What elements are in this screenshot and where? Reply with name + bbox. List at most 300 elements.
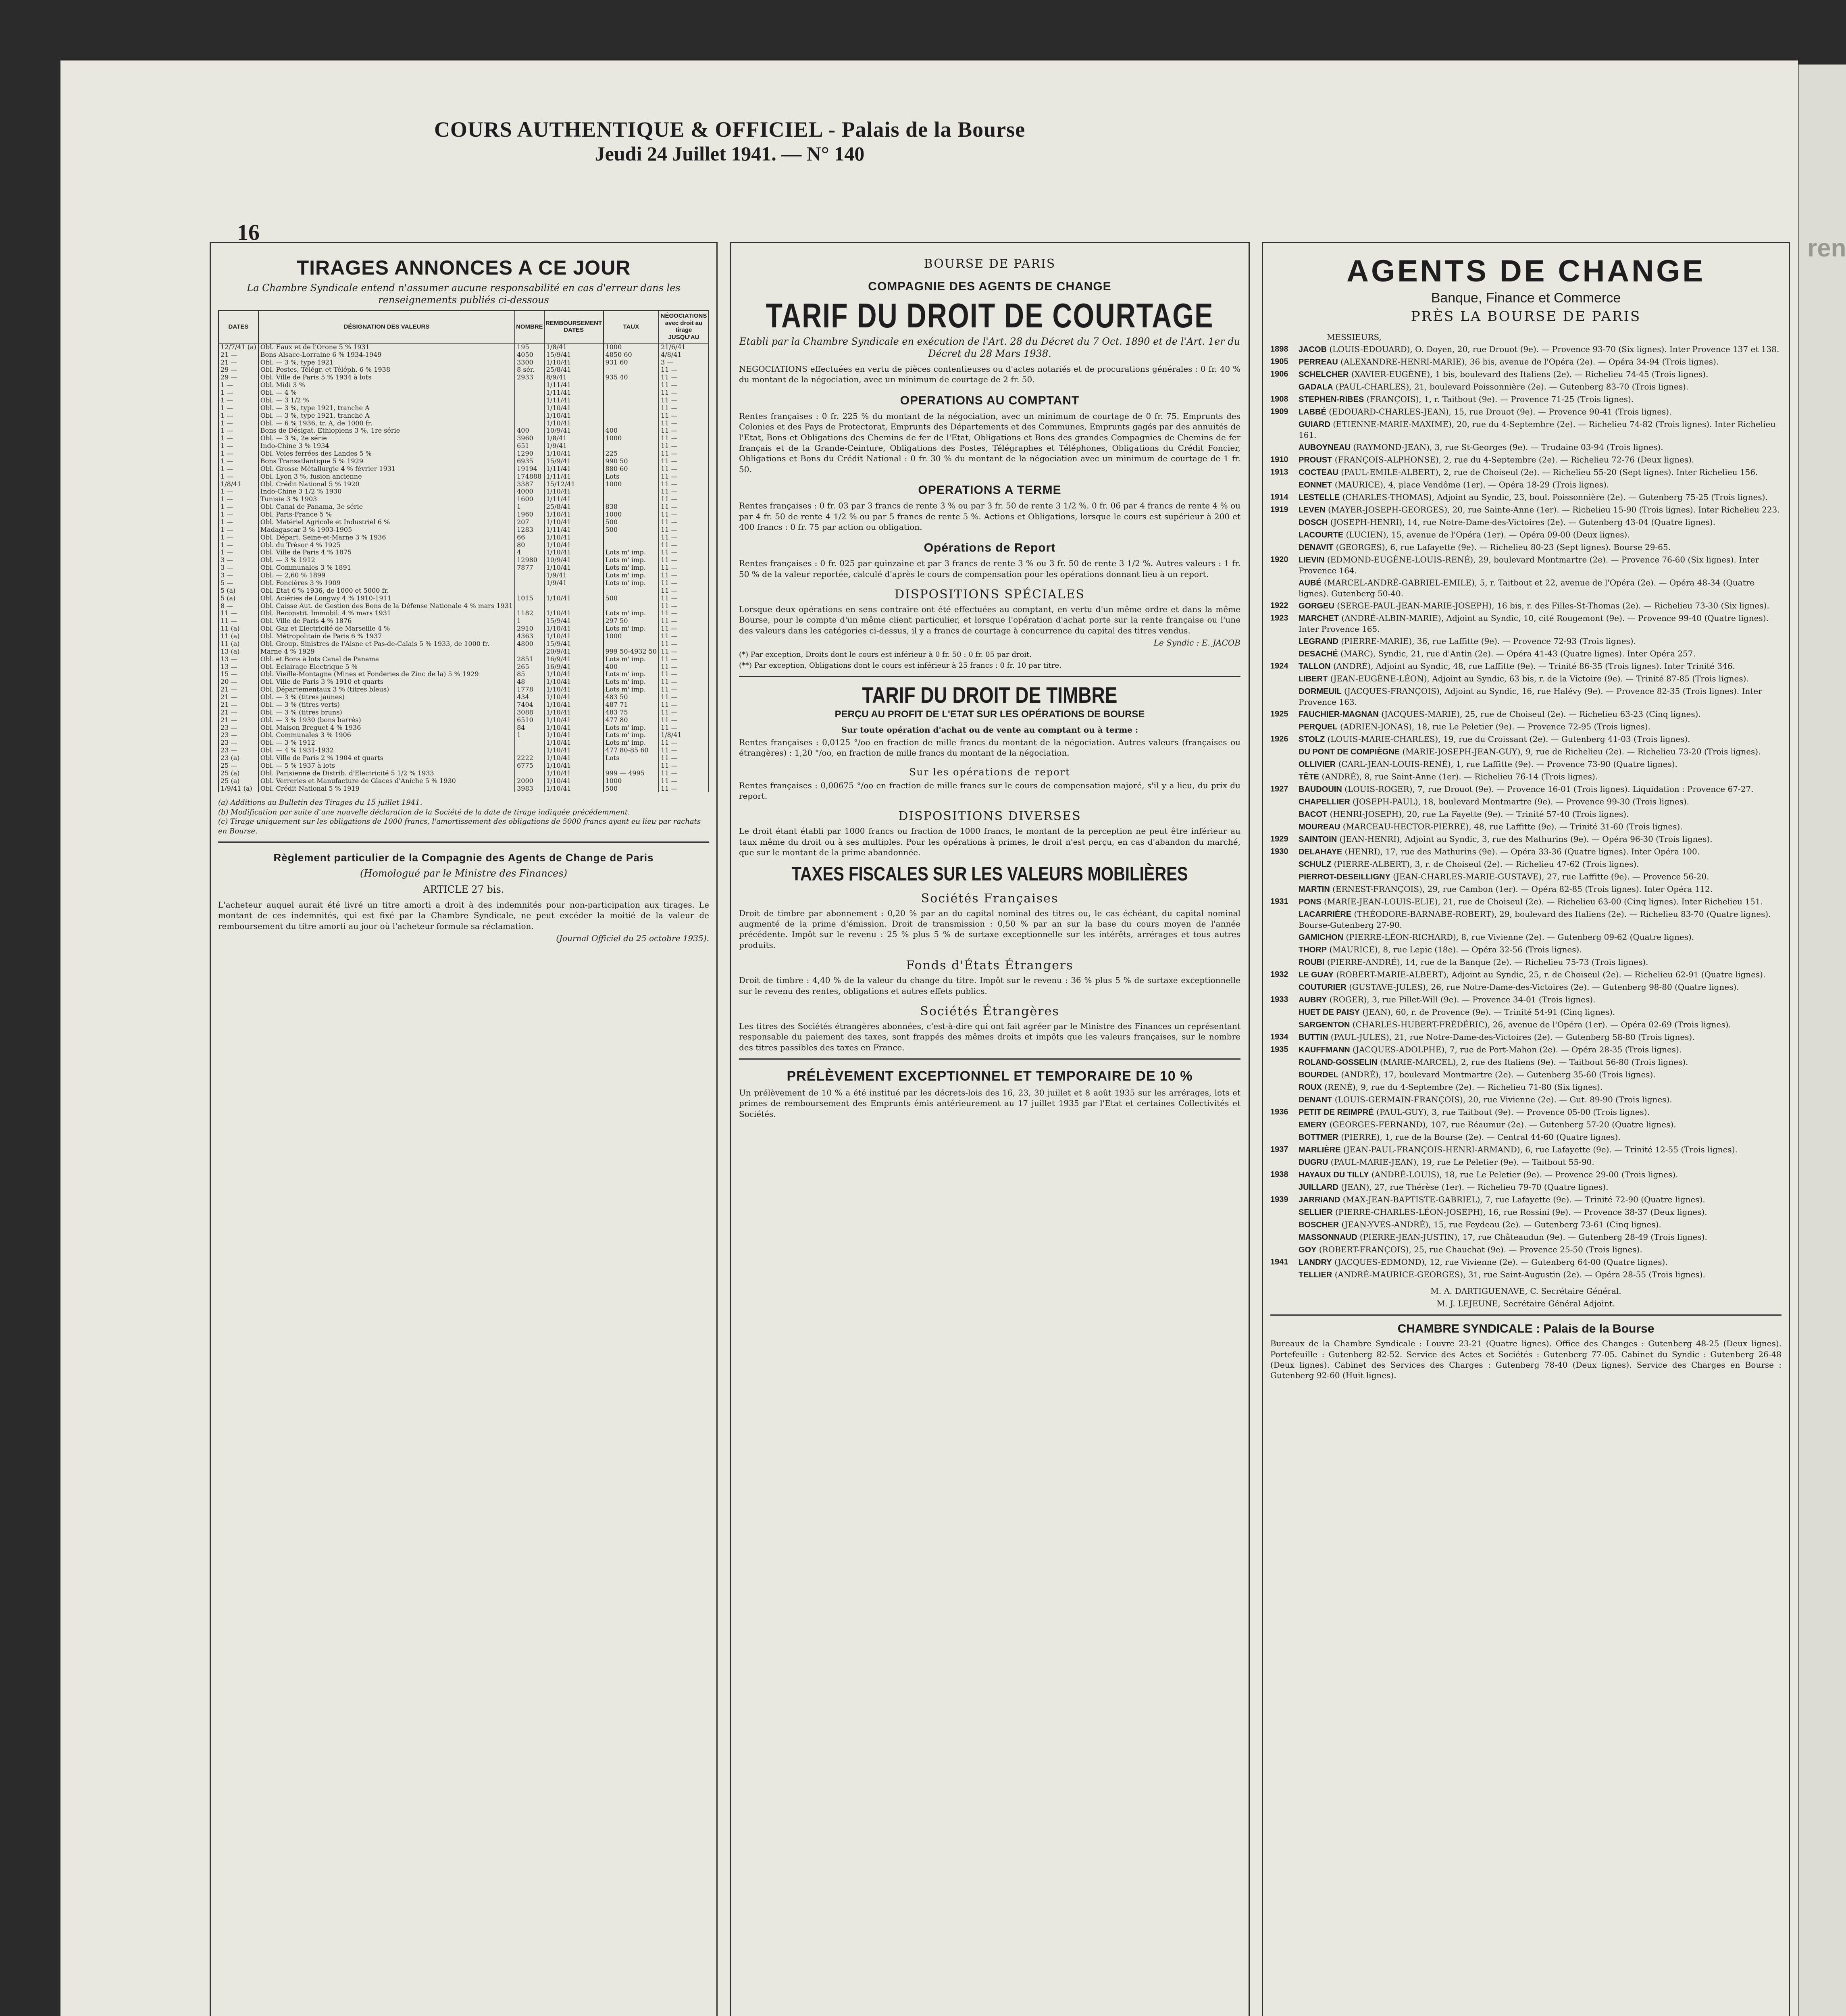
agent-details: (PIERRE-ANDRÉ), 14, rue de la Banque (2e). — Richelieu 75-73 (Trois lignes). [1327,957,1648,967]
chambre-title: CHAMBRE SYNDICALE : Palais de la Bourse [1397,1322,1655,1336]
table-cell: 15/9/41 [544,640,604,648]
agent-entry [1270,809,1781,820]
agent-year [1270,771,1299,782]
table-cell: Obl. Départementaux 3 % (titres bleus) [258,686,515,694]
table-cell: 1/10/41 [544,420,604,427]
agent-entry [1270,600,1781,611]
agent-entry [1270,1107,1781,1118]
agent-details: (JEAN-CHARLES-MARIE-GUSTAVE), 27, rue Laffitte (9e). — Provence 56-20. [1393,872,1709,882]
table-cell: Obl. Matériel Agricole et Industriel 6 % [258,519,515,526]
agent-year [1270,982,1299,993]
etrangeres-text: Les titres des Sociétés étrangères abonnées, c'est-à-dire qui ont fait agréer par le Ministre des Finances un représentant responsable du paiement des taxes, sont frappés des mêmes droits et impôts que les valeurs françaises, sur le nombre des titres passibles des taxes en France. [739,1021,1240,1052]
table-cell: 500 [604,526,659,534]
table-cell: 1000 [604,435,659,442]
table-cell: Obl. Aciéries de Longwy 4 % 1910-1911 [258,595,515,602]
agent-text [1299,1094,1672,1105]
agent-text [1299,969,1765,980]
agent-name: MARTIN [1299,885,1330,894]
table-cell: Obl. Communales 3 % 1891 [258,564,515,572]
agent-details: (SERGE-PAUL-JEAN-MARIE-JOSEPH), 16 bis, r. des Filles-St-Thomas (2e). — Richelieu 73-30 (Six lignes). [1337,601,1769,611]
agent-year [1270,721,1299,732]
table-cell: 6775 [515,762,544,770]
agent-name: LE GUAY [1299,971,1334,980]
agent-year: 1934 [1270,1033,1288,1042]
agent-name: DUGRU [1299,1158,1328,1167]
table-cell: 1283 [515,526,544,534]
agent-details: (ROBERT-FRANÇOIS), 25, rue Chauchat (9e). — Provence 25-50 (Trois lignes). [1319,1245,1642,1255]
agent-year [1270,419,1299,440]
agent-year [1270,1182,1299,1193]
table-cell: 8 — [219,602,258,610]
table-cell: Obl. — 3 %, 2e série [258,435,515,442]
table-cell: Obl. — 3 % 1912 [258,556,515,564]
table-cell: 3387 [515,481,544,488]
agent-name: MOUREAU [1299,823,1340,832]
agent-entry [1270,442,1781,453]
table-cell: 19194 [515,465,544,473]
agent-entry [1270,356,1781,367]
agent-year [1270,1244,1299,1255]
agent-entry [1270,771,1781,782]
agent-year [1270,1219,1299,1230]
table-cell [604,602,659,610]
table-cell [604,420,659,427]
table-cell: Lots m' imp. [604,556,659,564]
agent-entry [1270,1207,1781,1218]
table-cell: 13 — [219,663,258,671]
table-cell: 11 — [659,541,709,549]
diverses-title: DISPOSITIONS DIVERSES [898,809,1081,824]
agent-details: (GUSTAVE-JULES), 26, rue Notre-Dame-des-Victoires (2e). — Gutenberg 98-80 (Quatre lignes). [1349,982,1739,992]
agent-year: 1909 [1270,407,1288,417]
agent-name: LIBERT [1299,675,1328,684]
agent-name: ROLAND-GOSSELIN [1299,1058,1378,1067]
agent-details: (LUCIEN), 15, avenue de l'Opéra (1er). — Opéra 09-00 (Deux lignes). [1346,530,1630,540]
table-row [219,503,709,511]
table-cell: Obl. — 6 % 1936, tr. A, de 1000 fr. [258,420,515,427]
table-cell: Obl. Parisienne de Distrib. d'Electricité 5 1/2 % 1933 [258,770,515,777]
table-cell: Indo-Chine 3 % 1934 [258,442,515,450]
table-cell: 1290 [515,450,544,458]
agent-text [1299,1082,1603,1093]
agent-name: PIERROT-DESEILLIGNY [1299,873,1390,882]
agent-year: 1913 [1270,468,1288,477]
table-row [219,579,709,587]
chambre-text: Bureaux de la Chambre Syndicale : Louvre 23-21 (Quatre lignes). Office des Changes : Gutenberg 48-25 (Deux lignes). Portefeuille : Gutenberg 82-52. Service des Actes et Sociétés : Gutenberg 77-05. Cabinet du Syndic : Gutenberg 26-48 (Deux lignes). Cabinet des Services des Charges : Gutenberg 78-40 (Deux lignes). Service des Charges en Bourse : Gutenberg 92-60 (Huit lignes). [1270,1339,1781,1381]
agent-name: BOSCHER [1299,1220,1339,1230]
table-cell [604,442,659,450]
agent-details: (PAUL-CHARLES), 21, boulevard Poissonnière (2e). — Gutenberg 83-70 (Trois lignes). [1335,382,1689,392]
table-cell: 11 — [659,374,709,381]
table-cell: 11 — [659,427,709,435]
agent-text [1299,771,1598,782]
table-cell: 1/9/41 (a) [219,785,258,793]
table-cell: 10/9/41 [544,556,604,564]
table-cell [604,488,659,496]
agent-details: (MAURICE), 4, place Vendôme (1er). — Opéra 18-29 (Trois lignes). [1334,480,1609,490]
table-cell: Obl. Midi 3 % [258,381,515,389]
table-cell [604,541,659,549]
terme-title: OPERATIONS A TERME [918,483,1061,497]
table-cell: 11 — [659,762,709,770]
agent-entry [1270,932,1781,943]
agent-details: (XAVIER-EUGÈNE), 1 bis, boulevard des Italiens (2e). — Richelieu 74-45 (Trois lignes). [1351,369,1709,379]
divider [739,1058,1240,1060]
table-row [219,724,709,732]
agent-name: MARCHET [1299,614,1339,623]
agent-name: LANDRY [1299,1258,1332,1267]
agent-name: JACOB [1299,345,1327,354]
table-cell: 11 — [659,435,709,442]
table-cell: 12980 [515,556,544,564]
agent-name: LESTELLE [1299,493,1340,502]
secretaire-adjoint: M. J. LEJEUNE, Secrétaire Général Adjoint. [1436,1298,1615,1308]
table-cell: 1 — [219,473,258,481]
table-cell: Obl. — 3 % (titres bruns) [258,709,515,716]
table-cell: 8 sér. [515,366,544,374]
tirages-note: (c) Tirage uniquement sur les obligations de 1000 francs, l'amortissement des obligations de 5000 francs ayant eu lieu par rachats en Bourse. [218,817,701,835]
exception-note-2: (**) Par exception, Obligations dont le cours est inférieur à 25 francs : 0 fr. 10 par titre. [739,661,1061,670]
agent-entry [1270,1082,1781,1093]
table-cell: 3983 [515,785,544,793]
table-cell: 11 — [659,442,709,450]
agent-details: (LOUIS-MARIE-CHARLES), 19, rue du Croissant (2e). — Gutenberg 41-03 (Trois lignes). [1327,734,1690,744]
table-cell: 11 — [659,678,709,686]
agent-details: (MAX-JEAN-BAPTISTE-GABRIEL), 7, rue Lafayette (9e). — Trinité 72-90 (Quatre lignes). [1342,1195,1705,1205]
agent-year: 1936 [1270,1108,1288,1117]
agent-text [1299,834,1713,845]
table-row [219,374,709,381]
table-cell: 11 — [659,633,709,640]
agent-name: SAINTOIN [1299,835,1337,844]
table-cell: 11 — [219,617,258,625]
agent-entry [1270,467,1781,478]
agent-text [1299,529,1630,540]
agent-entry [1270,673,1781,684]
table-row [219,458,709,465]
agent-year: 1919 [1270,505,1288,514]
table-row [219,701,709,709]
agent-entry [1270,871,1781,882]
table-cell: 10/9/41 [544,427,604,435]
divider [739,676,1240,677]
agent-details: (ANDRÉ-ALBIN-MARIE), Adjoint au Syndic, 10, cité Rougemont (9e). — Provence 99-40 (Quatre lignes). Inter Provence 165. [1299,613,1769,634]
agent-year [1270,909,1299,930]
table-row [219,442,709,450]
tirages-column-header: REMBOURSEMENT DATES [544,310,604,343]
taxes-title: TAXES FISCALES SUR LES VALEURS MOBILIÈRES [791,863,1188,885]
agent-text [1299,479,1609,490]
table-cell: 23 — [219,747,258,754]
masthead-date: Jeudi 24 Juillet 1941. — N° 140 [595,142,865,165]
agent-entry [1270,479,1781,490]
syndic-signature: Le Syndic : E. JACOB [1153,638,1240,648]
agent-text [1299,406,1671,417]
agent-details: (MAURICE), 8, rue Lepic (18e). — Opéra 32-56 (Trois lignes). [1329,945,1582,955]
agent-year [1270,1269,1299,1280]
tirages-column [210,242,718,2016]
agent-details: (CHARLES-THOMAS), Adjoint au Syndic, 23, boul. Poissonnière (2e). — Gutenberg 75-25 (Trois lignes). [1342,492,1768,502]
agent-name: PETIT DE REIMPRÉ [1299,1108,1374,1117]
agent-entry [1270,686,1781,707]
table-cell: 7404 [515,701,544,709]
table-cell: 11 — [659,420,709,427]
agent-year [1270,1119,1299,1130]
table-cell: 1/10/41 [544,686,604,694]
table-cell [515,572,544,579]
table-cell: Obl. — 4 % 1931-1932 [258,747,515,754]
table-cell: 207 [515,519,544,526]
table-cell: Obl. du Trésor 4 % 1925 [258,541,515,549]
table-row [219,427,709,435]
table-cell: 1/10/41 [544,595,604,602]
table-cell: 20 — [219,678,258,686]
table-cell: 84 [515,724,544,732]
agent-text [1299,554,1781,576]
table-row [219,397,709,404]
agent-entry [1270,344,1781,355]
table-cell: Obl. Métropolitain de Paris 6 % 1937 [258,633,515,640]
agent-text [1299,1144,1738,1155]
table-cell: 1/8/41 [544,343,604,351]
table-row [219,602,709,610]
table-cell [604,397,659,404]
agent-entry [1270,746,1781,757]
divider [1270,1314,1781,1316]
agent-entry [1270,381,1781,392]
table-cell: 1/9/41 [544,442,604,450]
agent-details: (JACQUES-MARIE), 25, rue de Choiseul (2e). — Richelieu 63-23 (Cinq lignes). [1381,709,1701,719]
agent-details: (LOUIS-EDOUARD), O. Doyen, 20, rue Drouot (9e). — Provence 93-70 (Six lignes). Inter Provence 137 et 138. [1329,344,1779,354]
agent-text [1299,796,1689,807]
table-cell: Obl. Départ. Seine-et-Marne 3 % 1936 [258,534,515,541]
table-cell: 11 — [659,701,709,709]
agent-text [1299,871,1709,882]
table-cell: 11 — [659,656,709,663]
table-cell: 11 — [659,549,709,556]
table-cell: Obl. Gaz et Electricité de Marseille 4 % [258,625,515,633]
agent-year [1270,1094,1299,1105]
table-row [219,731,709,739]
agent-year [1270,1157,1299,1168]
agent-entry [1270,896,1781,907]
table-cell: 21 — [219,351,258,359]
table-cell: Obl. Ville de Paris 3 % 1910 et quarts [258,678,515,686]
agent-entry [1270,834,1781,845]
agent-details: (MARCEAU-HECTOR-PIERRE), 48, rue Laffitte (9e). — Trinité 31-60 (Trois lignes). [1342,822,1683,832]
table-cell: 434 [515,694,544,701]
agent-name: AUBOYNEAU [1299,443,1351,452]
table-cell: 1 — [219,435,258,442]
table-cell: 11 — [659,450,709,458]
table-cell: 1/10/41 [544,754,604,762]
agent-details: (FRANÇOIS-ALPHONSE), 2, rue du 4-Septembre (2e). — Richelieu 72-76 (Deux lignes). [1334,455,1694,465]
agent-name: KAUFFMANN [1299,1045,1350,1055]
table-cell: 1/11/41 [544,389,604,397]
tarif-established: Etabli par la Chambre Syndicale en exécution de l'Art. 28 du Décret du 7 Oct. 1890 et de l'Art. 1er du Décret du 28 Mars 1938. [739,336,1240,359]
agent-text [1299,356,1719,367]
agent-text [1299,1019,1731,1030]
agent-details: (ROBERT-MARIE-ALBERT), Adjoint au Syndic, 25, r. de Choiseul (2e). — Richelieu 62-91 (Quatre lignes). [1336,970,1766,980]
table-cell: 13 — [219,656,258,663]
agent-entry [1270,859,1781,870]
table-row [219,404,709,412]
table-row [219,549,709,556]
table-cell: Lots m' imp. [604,549,659,556]
table-cell: Obl. Ville de Paris 2 % 1904 et quarts [258,754,515,762]
agent-year: 1932 [1270,970,1288,979]
agent-name: JARRIAND [1299,1195,1340,1205]
table-cell: 1/10/41 [544,701,604,709]
table-cell: 1 — [219,389,258,397]
table-cell: Obl. Vieille-Montagne (Mines et Fonderies de Zinc de la) 5 % 1929 [258,671,515,678]
agent-year: 1929 [1270,835,1288,844]
table-cell: 1/8/41 [219,481,258,488]
table-cell: 1/10/41 [544,762,604,770]
table-cell: 23 — [219,731,258,739]
agent-entry [1270,517,1781,528]
table-cell: Obl. Caisse Aut. de Gestion des Bons de la Défense Nationale 4 % mars 1931 [258,602,515,610]
agent-text [1299,419,1781,440]
agent-name: TALLON [1299,662,1331,671]
table-cell: 487 71 [604,701,659,709]
agent-year: 1914 [1270,493,1288,502]
table-cell: Lots m' imp. [604,671,659,678]
table-cell: 838 [604,503,659,511]
agent-year: 1933 [1270,995,1288,1004]
agent-text [1299,884,1713,895]
agent-name: GADALA [1299,383,1333,392]
table-cell: 1/10/41 [544,633,604,640]
table-cell: 1/10/41 [544,716,604,724]
table-cell: 11 — [659,671,709,678]
agent-details: (ANDRÉ), 17, boulevard Montmartre (2e). — Gutenberg 35-60 (Trois lignes). [1341,1070,1656,1080]
table-cell: 1 — [219,519,258,526]
agent-entry [1270,734,1781,745]
table-cell: 11 — [659,739,709,747]
agent-details: (MARIE-MARCEL), 2, rue des Italiens (9e). — Taitbout 56-80 (Trois lignes). [1380,1057,1688,1067]
agent-name: BOTTMER [1299,1133,1338,1142]
agent-name: GAMICHON [1299,933,1344,942]
tirages-notes [218,798,709,836]
table-cell: 11 — [659,503,709,511]
agent-name: DOSCH [1299,518,1328,527]
table-cell: 7877 [515,564,544,572]
agent-text [1299,1194,1705,1205]
table-cell [515,602,544,610]
table-cell: 1 — [219,526,258,534]
agent-text [1299,1044,1682,1055]
agent-name: LIEVIN [1299,556,1325,565]
agent-details: (ETIENNE-MARIE-MAXIME), 20, rue du 4-Septembre (2e). — Richelieu 74-82 (Trois lignes). Inter Richelieu 161. [1299,419,1776,440]
table-cell: 11 — [659,648,709,656]
table-row [219,511,709,519]
agent-name: BOURDEL [1299,1070,1338,1080]
table-cell: 48 [515,678,544,686]
agent-name: STOLZ [1299,735,1325,744]
table-cell [604,640,659,648]
table-cell: 1/10/41 [544,488,604,496]
table-cell: 11 — [659,412,709,420]
agent-year [1270,796,1299,807]
table-cell: Obl. — 3 % 1912 [258,739,515,747]
agent-text [1299,1132,1621,1143]
table-cell: Lots m' imp. [604,656,659,663]
agent-entry [1270,613,1781,634]
table-cell: 4/8/41 [659,351,709,359]
adjacent-page-edge [1798,65,1846,2016]
table-cell: 1 — [219,465,258,473]
agent-text [1299,369,1708,380]
table-cell: 11 — [659,519,709,526]
table-cell: 1/10/41 [544,747,604,754]
etrangeres-title: Sociétés Étrangères [920,1004,1059,1018]
agent-entry [1270,1194,1781,1205]
table-row [219,648,709,656]
agent-name: LABBÉ [1299,408,1326,417]
agent-entry [1270,957,1781,968]
agent-entry [1270,394,1781,405]
tirages-table [218,310,709,792]
agent-year: 1920 [1270,555,1288,564]
table-cell: Indo-Chine 3 1/2 % 1930 [258,488,515,496]
agent-details: (JEAN), 60, r. de Provence (9e). — Trinité 54-91 (Cinq lignes). [1362,1007,1615,1017]
table-cell: Obl. Verreries et Manufacture de Glaces d'Aniche 5 % 1930 [258,777,515,785]
table-cell: 1 — [219,397,258,404]
table-cell: 225 [604,450,659,458]
agent-year [1270,442,1299,453]
table-cell: 8/9/41 [544,374,604,381]
tirages-column-header: DATES [219,310,258,343]
table-cell: 11 — [659,496,709,503]
secretaire-general: M. A. DARTIGUENAVE, C. Secrétaire Général. [1430,1286,1621,1296]
table-row [219,694,709,701]
table-cell [515,770,544,777]
tarif-column [730,242,1250,2016]
table-cell: Obl. Eaux et de l'Orone 5 % 1931 [258,343,515,351]
agent-name: GUIARD [1299,420,1330,429]
table-cell: 11 — [659,770,709,777]
table-cell: 1015 [515,595,544,602]
table-cell: 11 — [659,534,709,541]
table-cell: 500 [604,519,659,526]
divider [218,841,709,843]
table-cell: Obl. et Bons à lots Canal de Panama [258,656,515,663]
table-row [219,351,709,359]
agent-name: LEGRAND [1299,637,1338,646]
table-cell: 1/11/41 [544,496,604,503]
agent-details: (CHARLES-HUBERT-FRÉDÉRIC), 26, avenue de l'Opéra (1er). — Opéra 02-69 (Trois lignes). [1352,1020,1731,1030]
table-row [219,663,709,671]
agent-details: (LOUIS-GERMAIN-FRANÇOIS), 20, rue Vivienne (2e). — Gut. 89-90 (Trois lignes). [1334,1095,1672,1105]
agent-text [1299,344,1779,355]
agent-year: 1931 [1270,897,1288,906]
agent-text [1299,1007,1615,1018]
table-cell: Obl. Crédit National 5 % 1919 [258,785,515,793]
table-cell: Obl. Ville de Paris 4 % 1876 [258,617,515,625]
agent-name: ROUX [1299,1083,1322,1092]
agent-name: SCHELCHER [1299,370,1349,379]
comptant-title: OPERATIONS AU COMPTANT [900,394,1080,407]
agent-details: (ROGER), 3, rue Pillet-Will (9e). — Provence 34-01 (Trois lignes). [1329,995,1596,1005]
agent-details: (ALEXANDRE-HENRI-MARIE), 36 bis, avenue de l'Opéra (2e). — Opéra 34-94 (Trois lignes). [1340,357,1719,367]
tirages-column-header: NÉGOCIATIONS avec droit au tirage JUSQU'AU [659,310,709,343]
agent-entry [1270,1019,1781,1030]
table-cell: Obl. Postes, Télégr. et Téléph. 6 % 1938 [258,366,515,374]
agent-name: BAUDOUIN [1299,785,1342,794]
table-cell: 4 [515,549,544,556]
agent-text [1299,636,1636,647]
